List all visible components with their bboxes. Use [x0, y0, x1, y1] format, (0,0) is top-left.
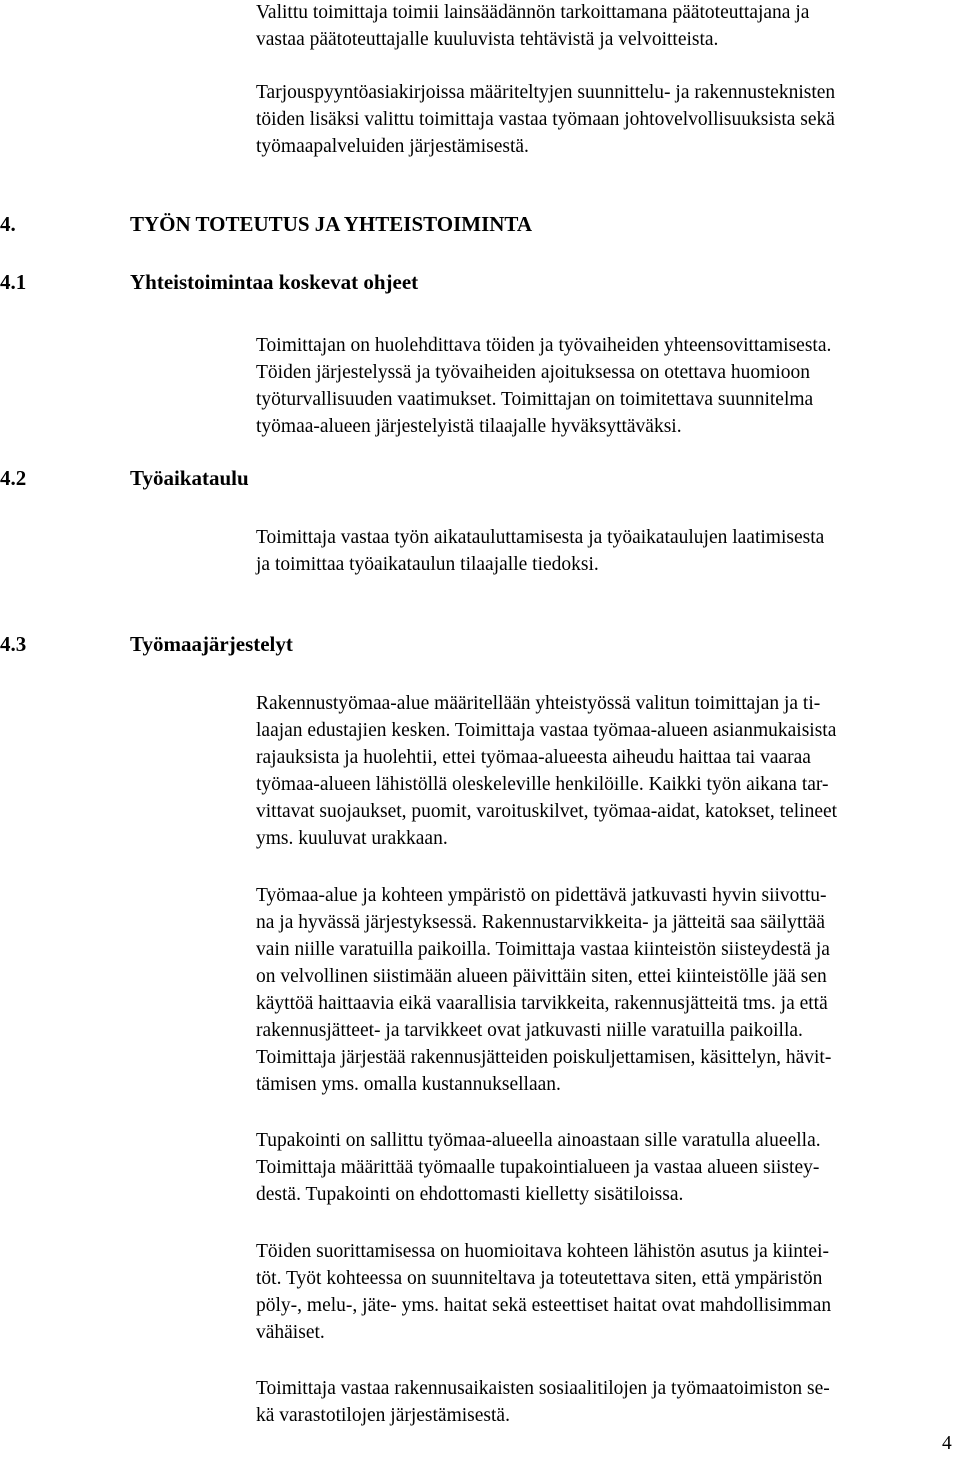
text-line: Toimittaja vastaa rakennusaikaisten sosiaalitilojen ja työmaatoimiston se- [256, 1378, 830, 1399]
section-title: Työmaajärjestelyt [130, 632, 293, 656]
text-line: kä varastotilojen järjestämisestä. [256, 1405, 510, 1426]
section-4-3-paragraph-3 [256, 1127, 956, 1208]
text-line: rajauksista ja huolehtii, ettei työmaa-alueesta aiheudu haittaa tai vaaraa [256, 747, 811, 768]
text-line: työturvallisuuden vaatimukset. Toimittajan on toimitettava suunnitelma [256, 389, 814, 410]
text-line: pöly-, melu-, jäte- yms. haitat sekä esteettiset haitat ovat mahdollisimman [256, 1295, 832, 1316]
section-4-1-paragraph [256, 332, 956, 440]
text-line: vähäiset. [256, 1322, 325, 1343]
text-line: na ja hyvässä järjestyksessä. Rakennustarvikkeita- ja jätteitä saa säilyttää [256, 912, 826, 933]
text-line: Toimittaja määrittää työmaalle tupakointialueen ja vastaa alueen siistey- [256, 1157, 820, 1178]
section-number: 4.3 [0, 632, 27, 656]
section-number: 4. [0, 212, 16, 236]
section-4-1-heading [0, 268, 418, 296]
section-4-3-paragraph-2 [256, 882, 956, 1098]
section-4-2-heading [0, 464, 249, 492]
text-line: vittavat suojaukset, puomit, varoituskilvet, työmaa-aidat, katokset, telineet [256, 801, 838, 822]
section-4-3-paragraph-4 [256, 1238, 956, 1346]
text-line: Valittu toimittaja toimii lainsäädännön tarkoittamana päätoteuttajana ja [256, 2, 810, 23]
section-number: 4.2 [0, 466, 27, 490]
text-line: Töiden järjestelyssä ja työvaiheiden ajoituksessa on otettava huomioon [256, 362, 810, 383]
text-line: työmaapalveluiden järjestämisestä. [256, 136, 529, 157]
text-line: töt. Työt kohteessa on suunniteltava ja toteutettava siten, että ympäristön [256, 1268, 823, 1289]
text-line: töiden lisäksi valittu toimittaja vastaa työmaan johtovelvollisuuksista sekä [256, 109, 835, 130]
section-title: Työaikataulu [130, 466, 249, 490]
page-number: 4 [942, 1433, 952, 1454]
intro-paragraph-1 [256, 0, 956, 53]
intro-paragraph-2 [256, 79, 956, 160]
text-line: destä. Tupakointi on ehdottomasti kielletty sisätiloissa. [256, 1184, 684, 1205]
text-line: vastaa päätoteuttajalle kuuluvista tehtävistä ja velvoitteista. [256, 29, 719, 50]
text-line: Työmaa-alue ja kohteen ympäristö on pidettävä jatkuvasti hyvin siivottu- [256, 885, 827, 906]
text-line: laajan edustajien kesken. Toimittaja vastaa työmaa-alueen asianmukaisista [256, 720, 837, 741]
text-line: Toimittaja järjestää rakennusjätteiden poiskuljettamisen, käsittelyn, hävit- [256, 1047, 832, 1068]
text-line: Töiden suorittamisessa on huomioitava kohteen lähistön asutus ja kiintei- [256, 1241, 829, 1262]
text-line: yms. kuuluvat urakkaan. [256, 828, 448, 849]
section-title: TYÖN TOTEUTUS JA YHTEISTOIMINTA [130, 212, 533, 236]
section-title: Yhteistoimintaa koskevat ohjeet [130, 270, 419, 294]
text-line: ja toimittaa työaikataulun tilaajalle tiedoksi. [256, 554, 599, 575]
text-line: työmaa-alueen lähistöllä oleskeleville henkilöille. Kaikki työn aikana tar- [256, 774, 829, 795]
section-4-3-paragraph-5 [256, 1375, 956, 1429]
text-line: Toimittajan on huolehdittava töiden ja työvaiheiden yhteensovittamisesta. [256, 335, 832, 356]
section-4-2-paragraph [256, 524, 956, 578]
text-line: tämisen yms. omalla kustannuksellaan. [256, 1074, 561, 1095]
text-line: käyttöä haittaavia eikä vaarallisia tarvikkeita, rakennusjätteitä tms. ja että [256, 993, 828, 1014]
section-4-3-heading [0, 630, 293, 658]
text-line: vain niille varatuilla paikoilla. Toimittaja vastaa kiinteistön siisteydestä ja [256, 939, 830, 960]
section-4-3-paragraph-1 [256, 690, 956, 852]
text-line: rakennusjätteet- ja tarvikkeet ovat jatkuvasti niille varatuilla paikoilla. [256, 1020, 803, 1041]
text-line: Rakennustyömaa-alue määritellään yhteistyössä valitun toimittajan ja ti- [256, 693, 821, 714]
text-line: työmaa-alueen järjestelyistä tilaajalle hyväksyttäväksi. [256, 416, 682, 437]
text-line: Toimittaja vastaa työn aikatauluttamisesta ja työaikataulujen laatimisesta [256, 527, 825, 548]
text-line: Tarjouspyyntöasiakirjoissa määriteltyjen suunnittelu- ja rakennusteknisten [256, 82, 836, 103]
text-line: on velvollinen siistimään alueen päivittäin siten, ettei kiinteistölle jää sen [256, 966, 827, 987]
section-number: 4.1 [0, 270, 27, 294]
section-4-heading [0, 210, 532, 238]
text-line: Tupakointi on sallittu työmaa-alueella ainoastaan sille varatulla alueella. [256, 1130, 821, 1151]
